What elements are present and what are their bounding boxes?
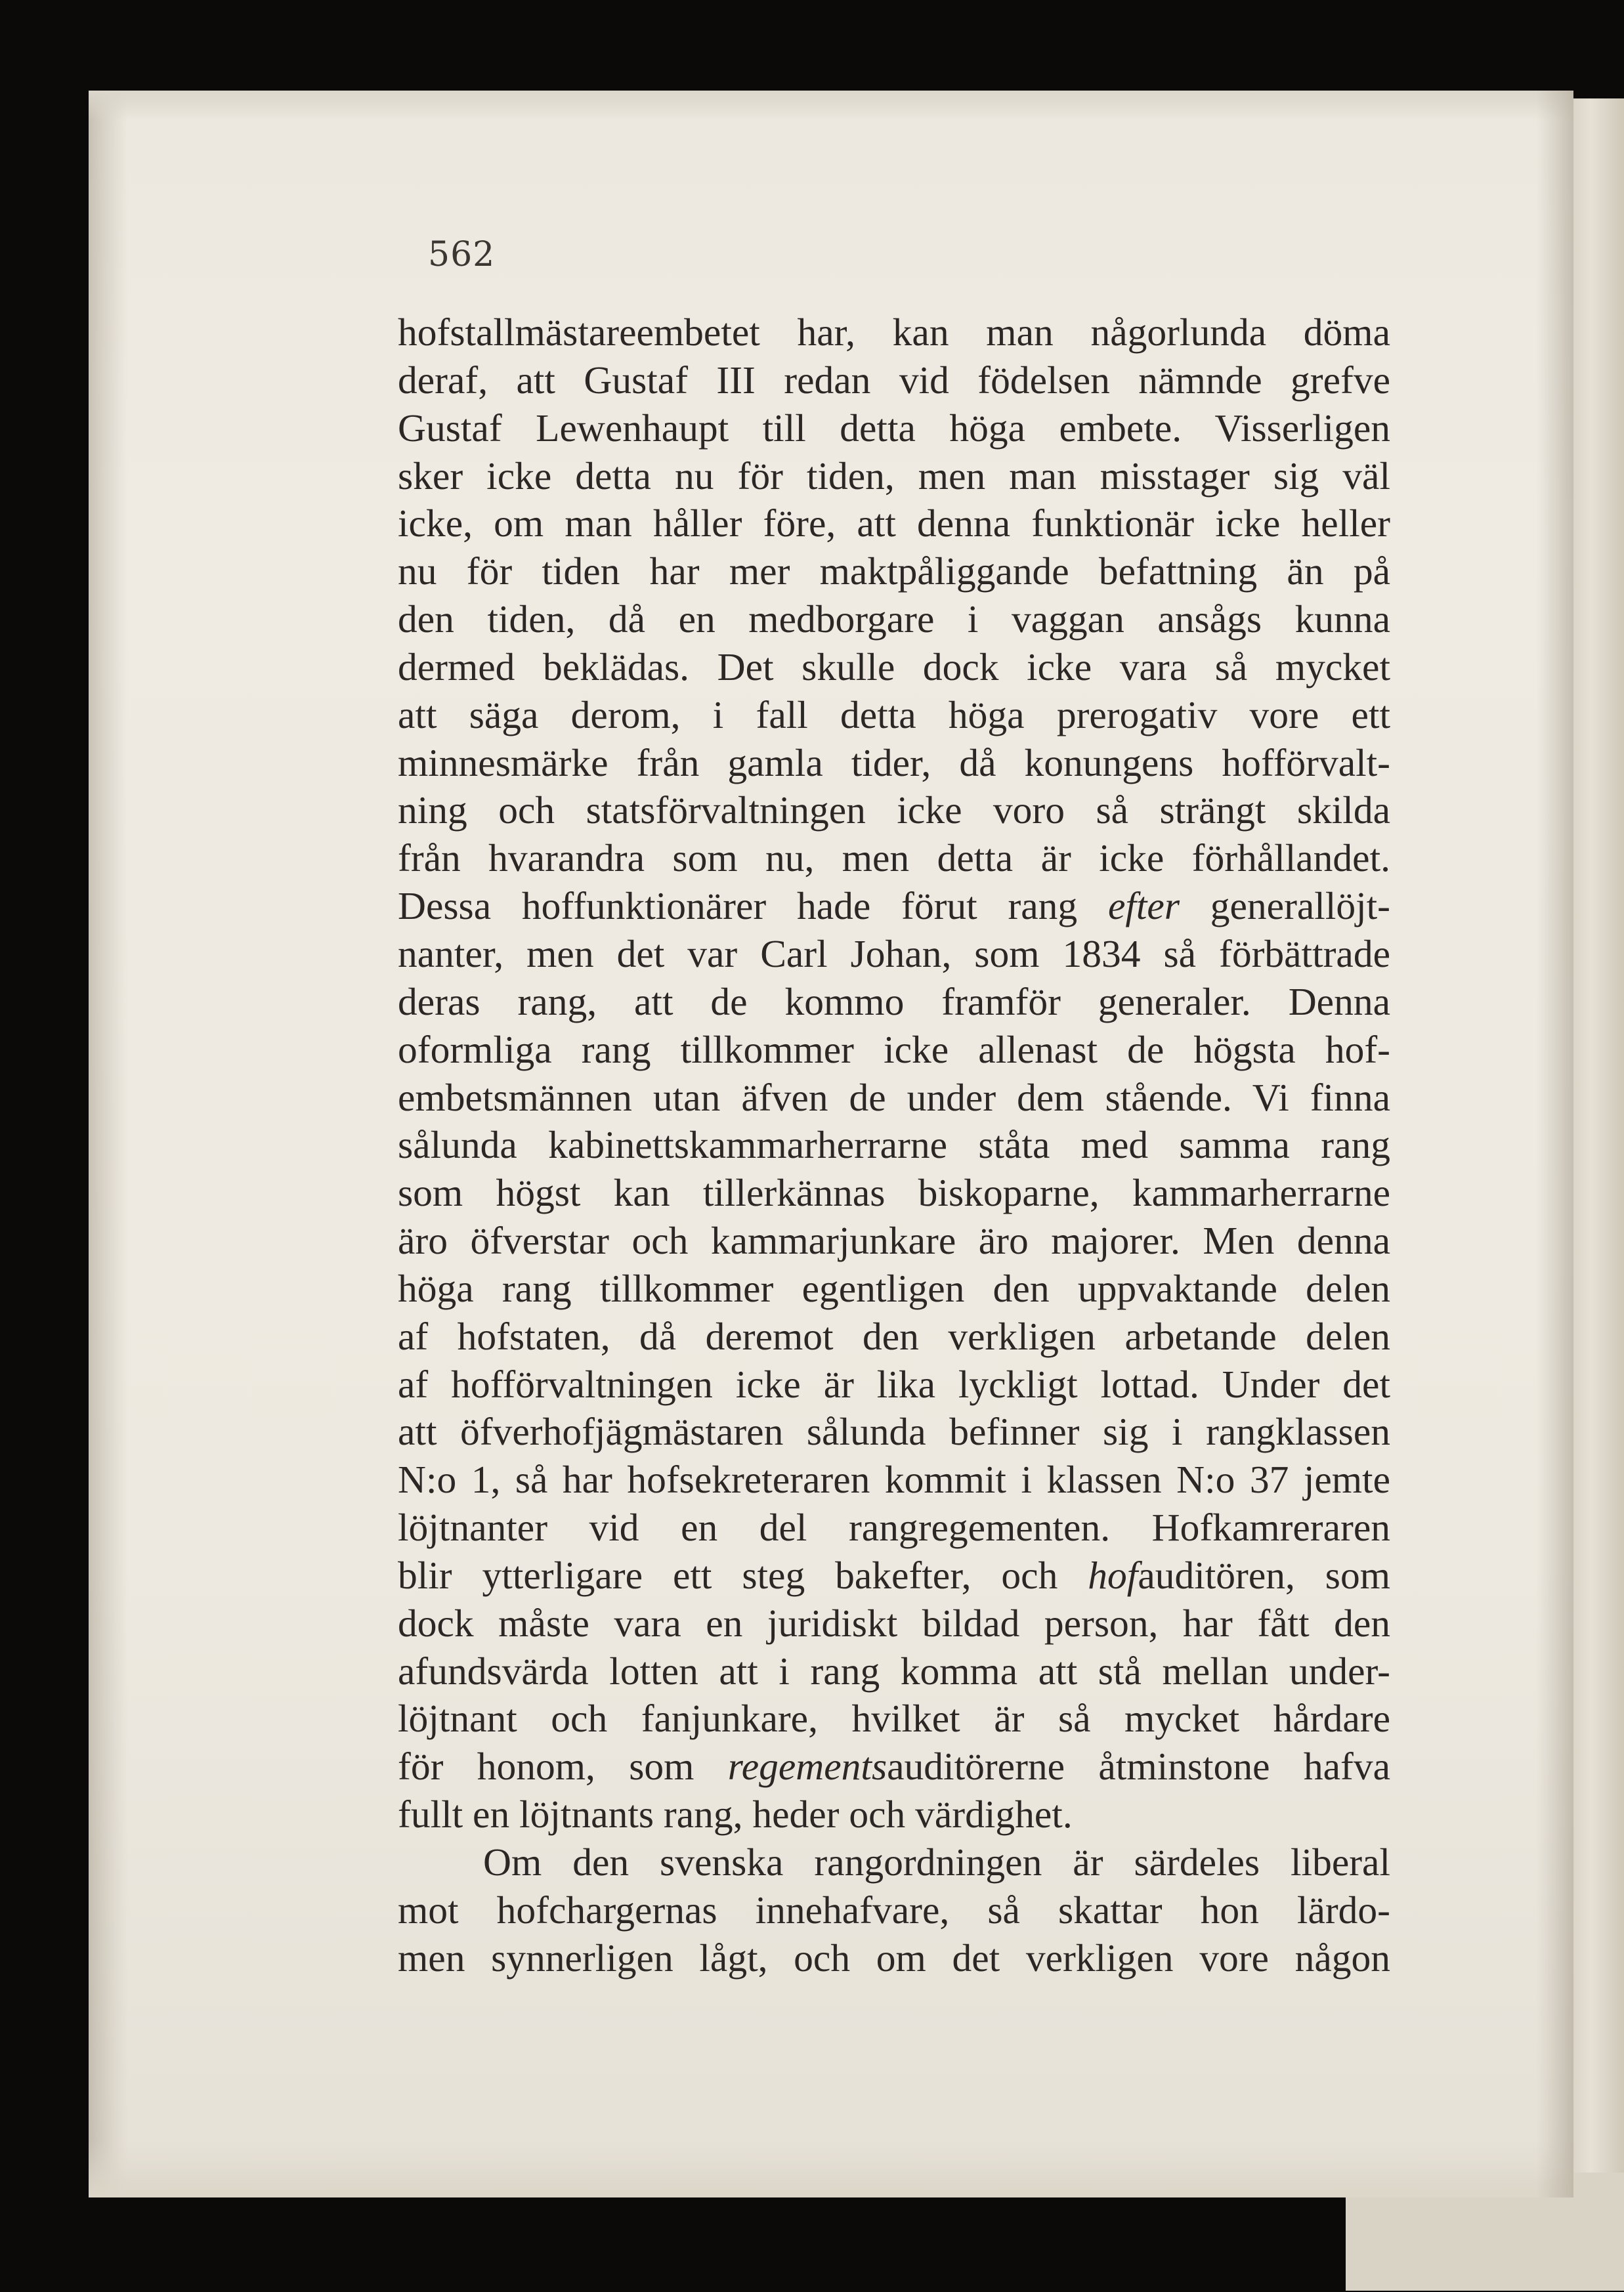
- text-line: afundsvärda lotten att i rang komma att stå mellan under-: [398, 1649, 1390, 1693]
- text-line: Gustaf Lewenhaupt till detta höga embete. Visserligen: [398, 406, 1390, 450]
- text-line: ning och statsförvaltningen icke voro så strängt skilda: [398, 788, 1390, 832]
- text-line: Om den svenska rangordningen är särdeles liberal: [483, 1840, 1390, 1884]
- paragraph: [398, 308, 1390, 1838]
- text-segment: generallöjt-: [1180, 884, 1390, 928]
- text-line: deras rang, att de kommo framför generaler. Denna: [398, 979, 1390, 1023]
- text-line: hofstallmästareembetet har, kan man någorlunda döma: [398, 310, 1390, 354]
- italic-word: efter: [1107, 884, 1180, 928]
- text-line: nanter, men det var Carl Johan, som 1834 så förbättrade: [398, 931, 1390, 975]
- text-line: sålunda kabinettskammarherrarne ståta med samma rang: [398, 1123, 1390, 1167]
- text-line: minnesmärke från gamla tider, då konungens hofförvalt-: [398, 740, 1390, 784]
- page-bottom-band: [89, 2140, 1573, 2197]
- text-line: icke, om man håller före, att denna funktionär icke heller: [398, 501, 1390, 545]
- text-line: dock måste vara en juridiskt bildad person, har fått den: [398, 1601, 1390, 1645]
- text-line: sker icke detta nu för tiden, men man misstager sig väl: [398, 454, 1390, 498]
- text-segment: Dessa hoffunktionärer hade förut rang: [398, 884, 1108, 928]
- page-gutter-shadow: [1536, 91, 1573, 2197]
- text-line: fullt en löjtnants rang, heder och värdighet.: [398, 1793, 1073, 1836]
- text-line: löjtnanter vid en del rangregementen. Hofkamreraren: [398, 1506, 1390, 1550]
- text-line: dermed beklädas. Det skulle dock icke vara så mycket: [398, 645, 1390, 689]
- text-line: oformliga rang tillkommer icke allenast de högsta hof-: [398, 1027, 1390, 1071]
- text-line: äro öfverstar och kammarjunkare äro majorer. Men denna: [398, 1219, 1390, 1263]
- paragraph: [398, 1838, 1390, 1982]
- text-line: att öfverhofjägmästaren sålunda befinner sig i rangklassen: [398, 1410, 1390, 1454]
- text-line: N:o 1, så har hofsekreteraren kommit i klassen N:o 37 jemte: [398, 1458, 1390, 1502]
- text-line: den tiden, då en medborgare i vaggan ansågs kunna: [398, 597, 1390, 641]
- text-segment: blir ytterligare ett steg bakefter, och: [398, 1553, 1088, 1597]
- italic-word: regements: [727, 1745, 887, 1789]
- text-line: att säga derom, i fall detta höga prerogativ vore ett: [398, 692, 1390, 736]
- text-segment: för honom, som: [398, 1745, 728, 1789]
- text-line: [398, 1552, 1390, 1600]
- text-line: [398, 1743, 1390, 1791]
- text-line: men synnerligen lågt, och om det verkligen vore någon: [398, 1936, 1390, 1980]
- page-top-fold: [89, 91, 1573, 121]
- text-line: af hofstaten, då deremot den verkligen arbetande delen: [398, 1314, 1390, 1358]
- text-line: [398, 882, 1390, 930]
- page-number: 562: [428, 235, 496, 274]
- text-line: löjtnant och fanjunkare, hvilket är så mycket hårdare: [398, 1697, 1390, 1741]
- italic-word: hof: [1088, 1553, 1138, 1597]
- text-line: deraf, att Gustaf III redan vid födelsen nämnde grefve: [398, 358, 1390, 402]
- page-left-shadow: [89, 91, 128, 2197]
- text-line: embetsmännen utan äfven de under dem stående. Vi finna: [398, 1075, 1390, 1119]
- text-line: nu för tiden har mer maktpåliggande befattning än på: [398, 549, 1390, 593]
- text-segment: auditörerne åtminstone hafva: [887, 1745, 1390, 1789]
- text-line: från hvarandra som nu, men detta är icke förhållandet.: [398, 836, 1390, 880]
- text-line: mot hofchargernas innehafvare, så skattar hon lärdo-: [398, 1888, 1390, 1932]
- text-line: som högst kan tillerkännas biskoparne, kammarherrarne: [398, 1171, 1390, 1215]
- body-text: [398, 308, 1390, 1982]
- text-line: höga rang tillkommer egentligen den uppvaktande delen: [398, 1266, 1390, 1310]
- text-line: af hofförvaltningen icke är lika lyckligt lottad. Under det: [398, 1362, 1390, 1406]
- text-segment: auditören, som: [1138, 1553, 1390, 1597]
- adjacent-page-edge: [1569, 98, 1624, 2278]
